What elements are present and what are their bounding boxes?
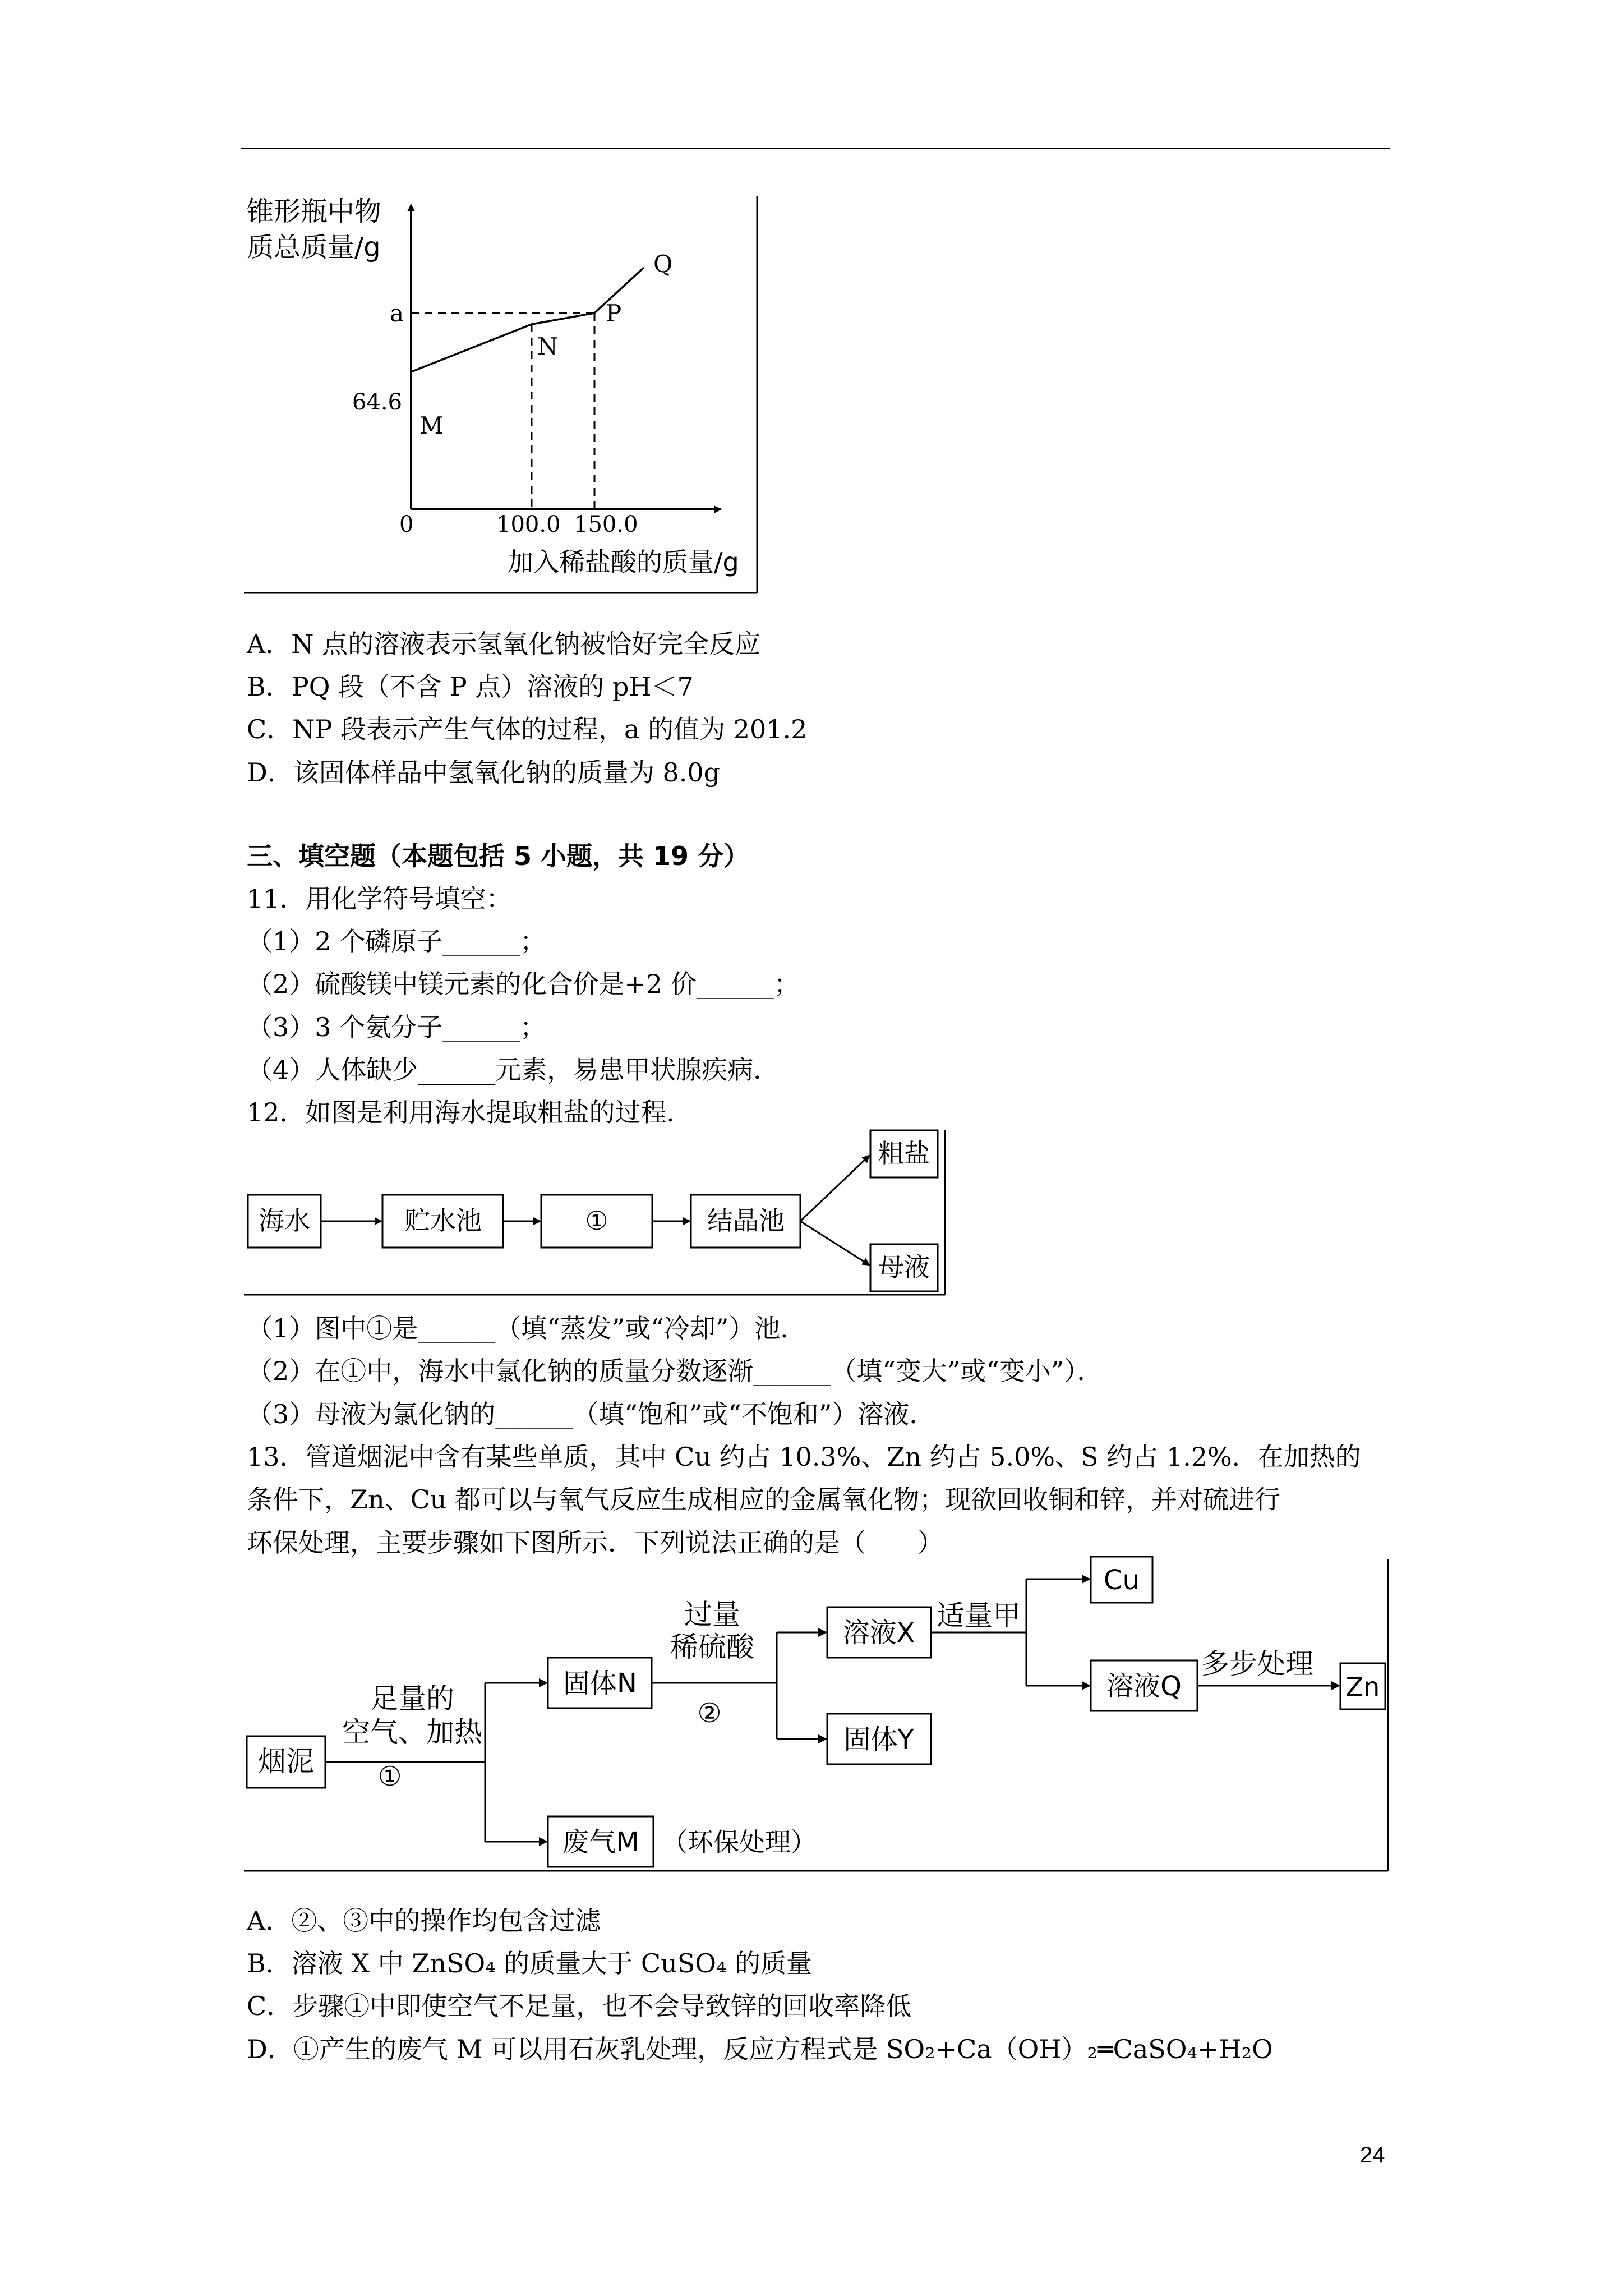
- solid-n-label: 固体N: [563, 1668, 637, 1699]
- x-tick-100: 100.0: [496, 512, 561, 537]
- y-label-line2: 质总质量/g: [247, 232, 381, 263]
- solid-y-label: 固体Y: [843, 1724, 914, 1755]
- section-heading: 三、填空题（本题包括 5 小题，共 19 分）: [247, 841, 750, 871]
- mother-liquor-label: 母液: [878, 1252, 930, 1282]
- step1-label: ①: [585, 1205, 608, 1236]
- q13-option-b: B．溶液 X 中 ZnSO₄ 的质量大于 CuSO₄ 的质量: [247, 1948, 813, 1978]
- q13-stem-line-1: 13．管道烟泥中含有某些单质，其中 Cu 约占 10.3%、Zn 约占 5.0%、S 约占 1.2%．在加热的: [247, 1442, 1361, 1472]
- point-m-label: M: [419, 412, 444, 439]
- x-axis-label: 加入稀盐酸的质量/g: [508, 547, 739, 577]
- point-p-label: P: [606, 300, 622, 327]
- q11-item-1: （1）2 个磷原子______；: [247, 926, 546, 956]
- cond1-line1: 足量的: [370, 1682, 454, 1715]
- y-tick-a: a: [390, 300, 404, 327]
- q13-option-d: D．①产生的废气 M 可以用石灰乳处理，反应方程式是 SO₂+Ca（OH）₂═CaSO₄+H₂O: [247, 2034, 1273, 2064]
- q10-option-a: A．N 点的溶液表示氢氧化钠被恰好完全反应: [247, 629, 761, 659]
- y-tick-64-6: 64.6: [352, 389, 403, 415]
- cu-label: Cu: [1104, 1565, 1140, 1596]
- q11-item-2: （2）硫酸镁中镁元素的化合价是+2 价______；: [247, 969, 800, 999]
- q12-item-3: （3）母液为氯化钠的______（填“饱和”或“不饱和”）溶液．: [247, 1399, 935, 1429]
- reagent-label: 适量甲: [937, 1599, 1021, 1632]
- multi-step-label: 多步处理: [1201, 1648, 1313, 1680]
- crystallizer-label: 结晶池: [707, 1205, 785, 1236]
- header-rule: [241, 148, 1390, 149]
- q11-item-4: （4）人体缺少______元素，易患甲状腺疾病．: [247, 1055, 780, 1085]
- arrow-to-mother-liquor: [800, 1221, 869, 1265]
- q10-option-c: C．NP 段表示产生气体的过程，a 的值为 201.2: [247, 714, 808, 744]
- q12-item-1: （1）图中①是______（填“蒸发”或“冷却”）池．: [247, 1313, 806, 1343]
- cond1-line2: 空气、加热: [342, 1716, 482, 1749]
- q13-stem-line-3: 环保处理，主要步骤如下图所示．下列说法正确的是（ ）: [247, 1527, 943, 1558]
- waste-gas-label: 废气M: [562, 1826, 639, 1858]
- q11-stem: 11．用化学符号填空：: [247, 884, 512, 914]
- crude-salt-label: 粗盐: [878, 1138, 930, 1168]
- page-number: 24: [1360, 2143, 1385, 2168]
- q13-flowchart: [241, 1557, 1396, 1882]
- q12-stem: 12．如图是利用海水提取粗盐的过程．: [247, 1097, 693, 1128]
- eco-label: （环保处理）: [662, 1827, 817, 1857]
- cond2-line1: 过量: [684, 1598, 740, 1631]
- q13-stem-line-2: 条件下，Zn、Cu 都可以与氧气反应生成相应的金属氧化物；现欲回收铜和锌，并对硫进行: [247, 1484, 1281, 1515]
- q12-item-2: （2）在①中，海水中氯化钠的质量分数逐渐______（填“变大”或“变小”）．: [247, 1356, 1103, 1386]
- step1-marker: ①: [377, 1761, 402, 1792]
- q12-flowchart: [241, 1128, 959, 1307]
- y-label-line1: 锥形瓶中物: [247, 196, 382, 227]
- solution-q-label: 溶液Q: [1106, 1671, 1182, 1702]
- seawater-label: 海水: [259, 1205, 310, 1236]
- q11-item-3: （3）3 个氨分子______；: [247, 1012, 546, 1042]
- sludge-label: 烟泥: [258, 1745, 314, 1778]
- origin-label: 0: [399, 512, 414, 537]
- q10-option-b: B．PQ 段（不含 P 点）溶液的 pH＜7: [247, 671, 694, 702]
- zn-label: Zn: [1345, 1672, 1380, 1702]
- q13-option-c: C．步骤①中即使空气不足量，也不会导致锌的回收率降低: [247, 1991, 912, 2021]
- solution-x-label: 溶液X: [842, 1617, 915, 1649]
- x-tick-150: 150.0: [574, 512, 638, 537]
- arrow-to-crude-salt: [800, 1156, 869, 1221]
- point-q-label: Q: [653, 250, 673, 278]
- mass-graph: [241, 194, 780, 597]
- step2-marker: ②: [697, 1697, 722, 1729]
- q13-option-a: A．②、③中的操作均包含过滤: [247, 1906, 601, 1936]
- reservoir-label: 贮水池: [404, 1205, 482, 1236]
- cond2-line2: 稀硫酸: [670, 1631, 754, 1663]
- point-n-label: N: [537, 333, 558, 360]
- q10-option-d: D．该固体样品中氢氧化钠的质量为 8.0g: [247, 757, 721, 788]
